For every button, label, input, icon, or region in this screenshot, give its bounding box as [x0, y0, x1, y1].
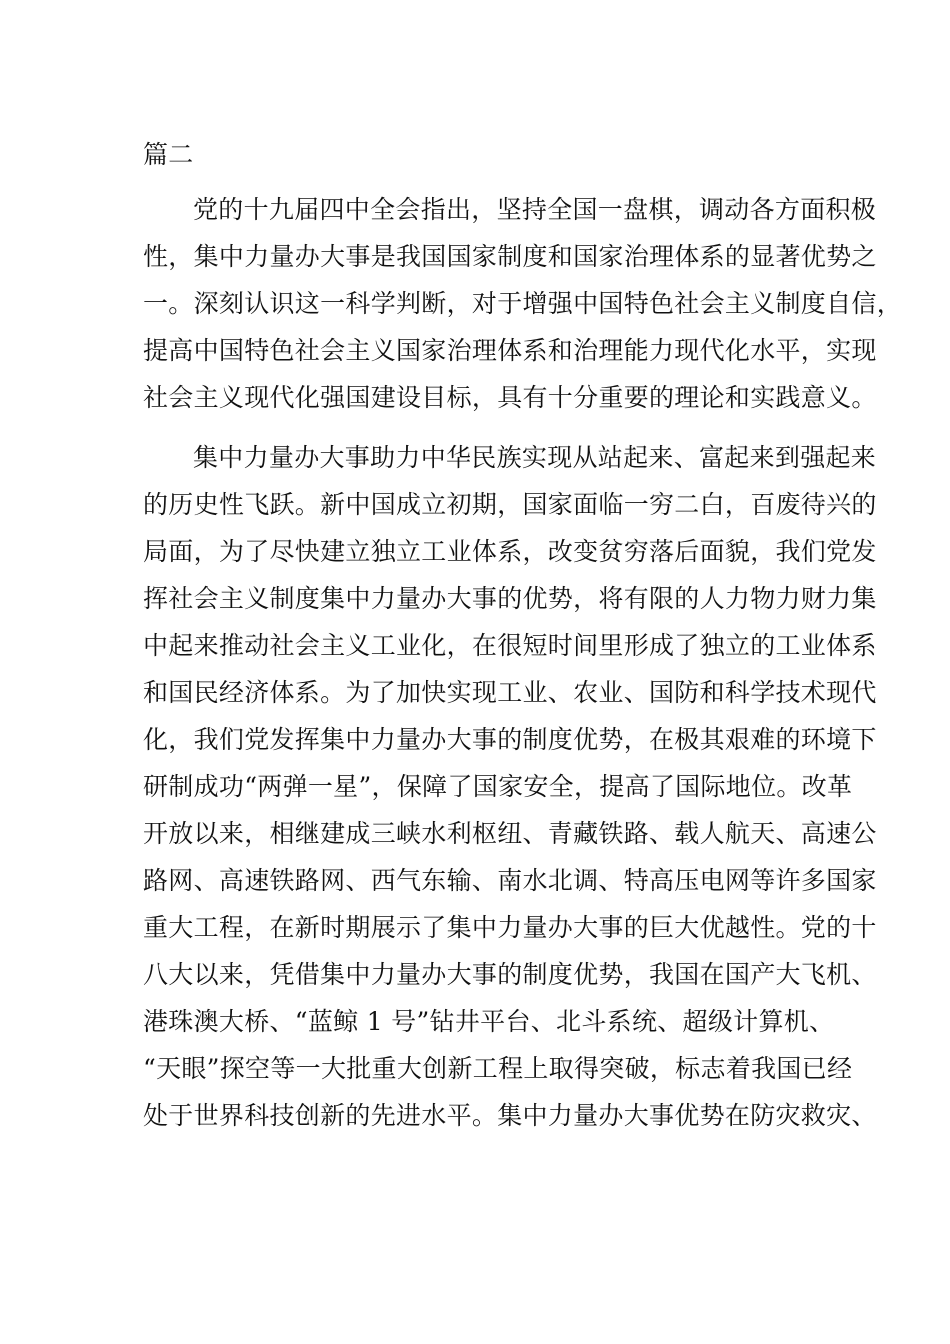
- paragraph-line: 八大以来，凭借集中力量办大事的制度优势，我国在国产大飞机、: [143, 960, 877, 989]
- paragraph-line: 提高中国特色社会主义国家治理体系和治理能力现代化水平，实现: [143, 336, 877, 365]
- paragraph-line: 开放以来，相继建成三峡水利枢纽、青藏铁路、载人航天、高速公: [143, 819, 877, 848]
- paragraph-line: 研制成功“两弹一星”，保障了国家安全，提高了国际地位。改革: [143, 772, 853, 801]
- paragraph-line: 处于世界科技创新的先进水平。集中力量办大事优势在防灾救灾、: [143, 1101, 877, 1130]
- paragraph-line: 党的十九届四中全会指出，坚持全国一盘棋，调动各方面积极: [193, 195, 877, 224]
- paragraph-line: 和国民经济体系。为了加快实现工业、农业、国防和科学技术现代: [143, 678, 877, 707]
- paragraph-line: 港珠澳大桥、“蓝鲸 1 号”钻井平台、北斗系统、超级计算机、: [143, 1007, 835, 1036]
- paragraph-line: 的历史性飞跃。新中国成立初期，国家面临一穷二白，百废待兴的: [143, 490, 877, 519]
- paragraph-line: 中起来推动社会主义工业化，在很短时间里形成了独立的工业体系: [143, 631, 877, 660]
- paragraph-2: [143, 434, 877, 1139]
- paragraph-line: 路网、高速铁路网、西气东输、南水北调、特高压电网等许多国家: [143, 866, 877, 895]
- paragraph-line: 一。深刻认识这一科学判断，对于增强中国特色社会主义制度自信，: [143, 289, 903, 318]
- paragraph-line: 性，集中力量办大事是我国国家制度和国家治理体系的显著优势之: [143, 242, 877, 271]
- paragraph-1: [143, 186, 903, 421]
- paragraph-line: 社会主义现代化强国建设目标，具有十分重要的理论和实践意义。: [143, 383, 877, 412]
- paragraph-line: 局面，为了尽快建立独立工业体系，改变贫穷落后面貌，我们党发: [143, 537, 877, 566]
- document-body: [143, 131, 903, 1152]
- paragraph-line: 化，我们党发挥集中力量办大事的制度优势，在极其艰难的环境下: [143, 725, 877, 754]
- paragraph-line: “天眼”探空等一大批重大创新工程上取得突破，标志着我国已经: [143, 1054, 853, 1083]
- paragraph-line: 重大工程，在新时期展示了集中力量办大事的巨大优越性。党的十: [143, 913, 877, 942]
- paragraph-line: 挥社会主义制度集中力量办大事的优势，将有限的人力物力财力集: [143, 584, 877, 613]
- section-heading: 篇二: [143, 140, 194, 169]
- paragraph-line: 集中力量办大事助力中华民族实现从站起来、富起来到强起来: [193, 443, 877, 472]
